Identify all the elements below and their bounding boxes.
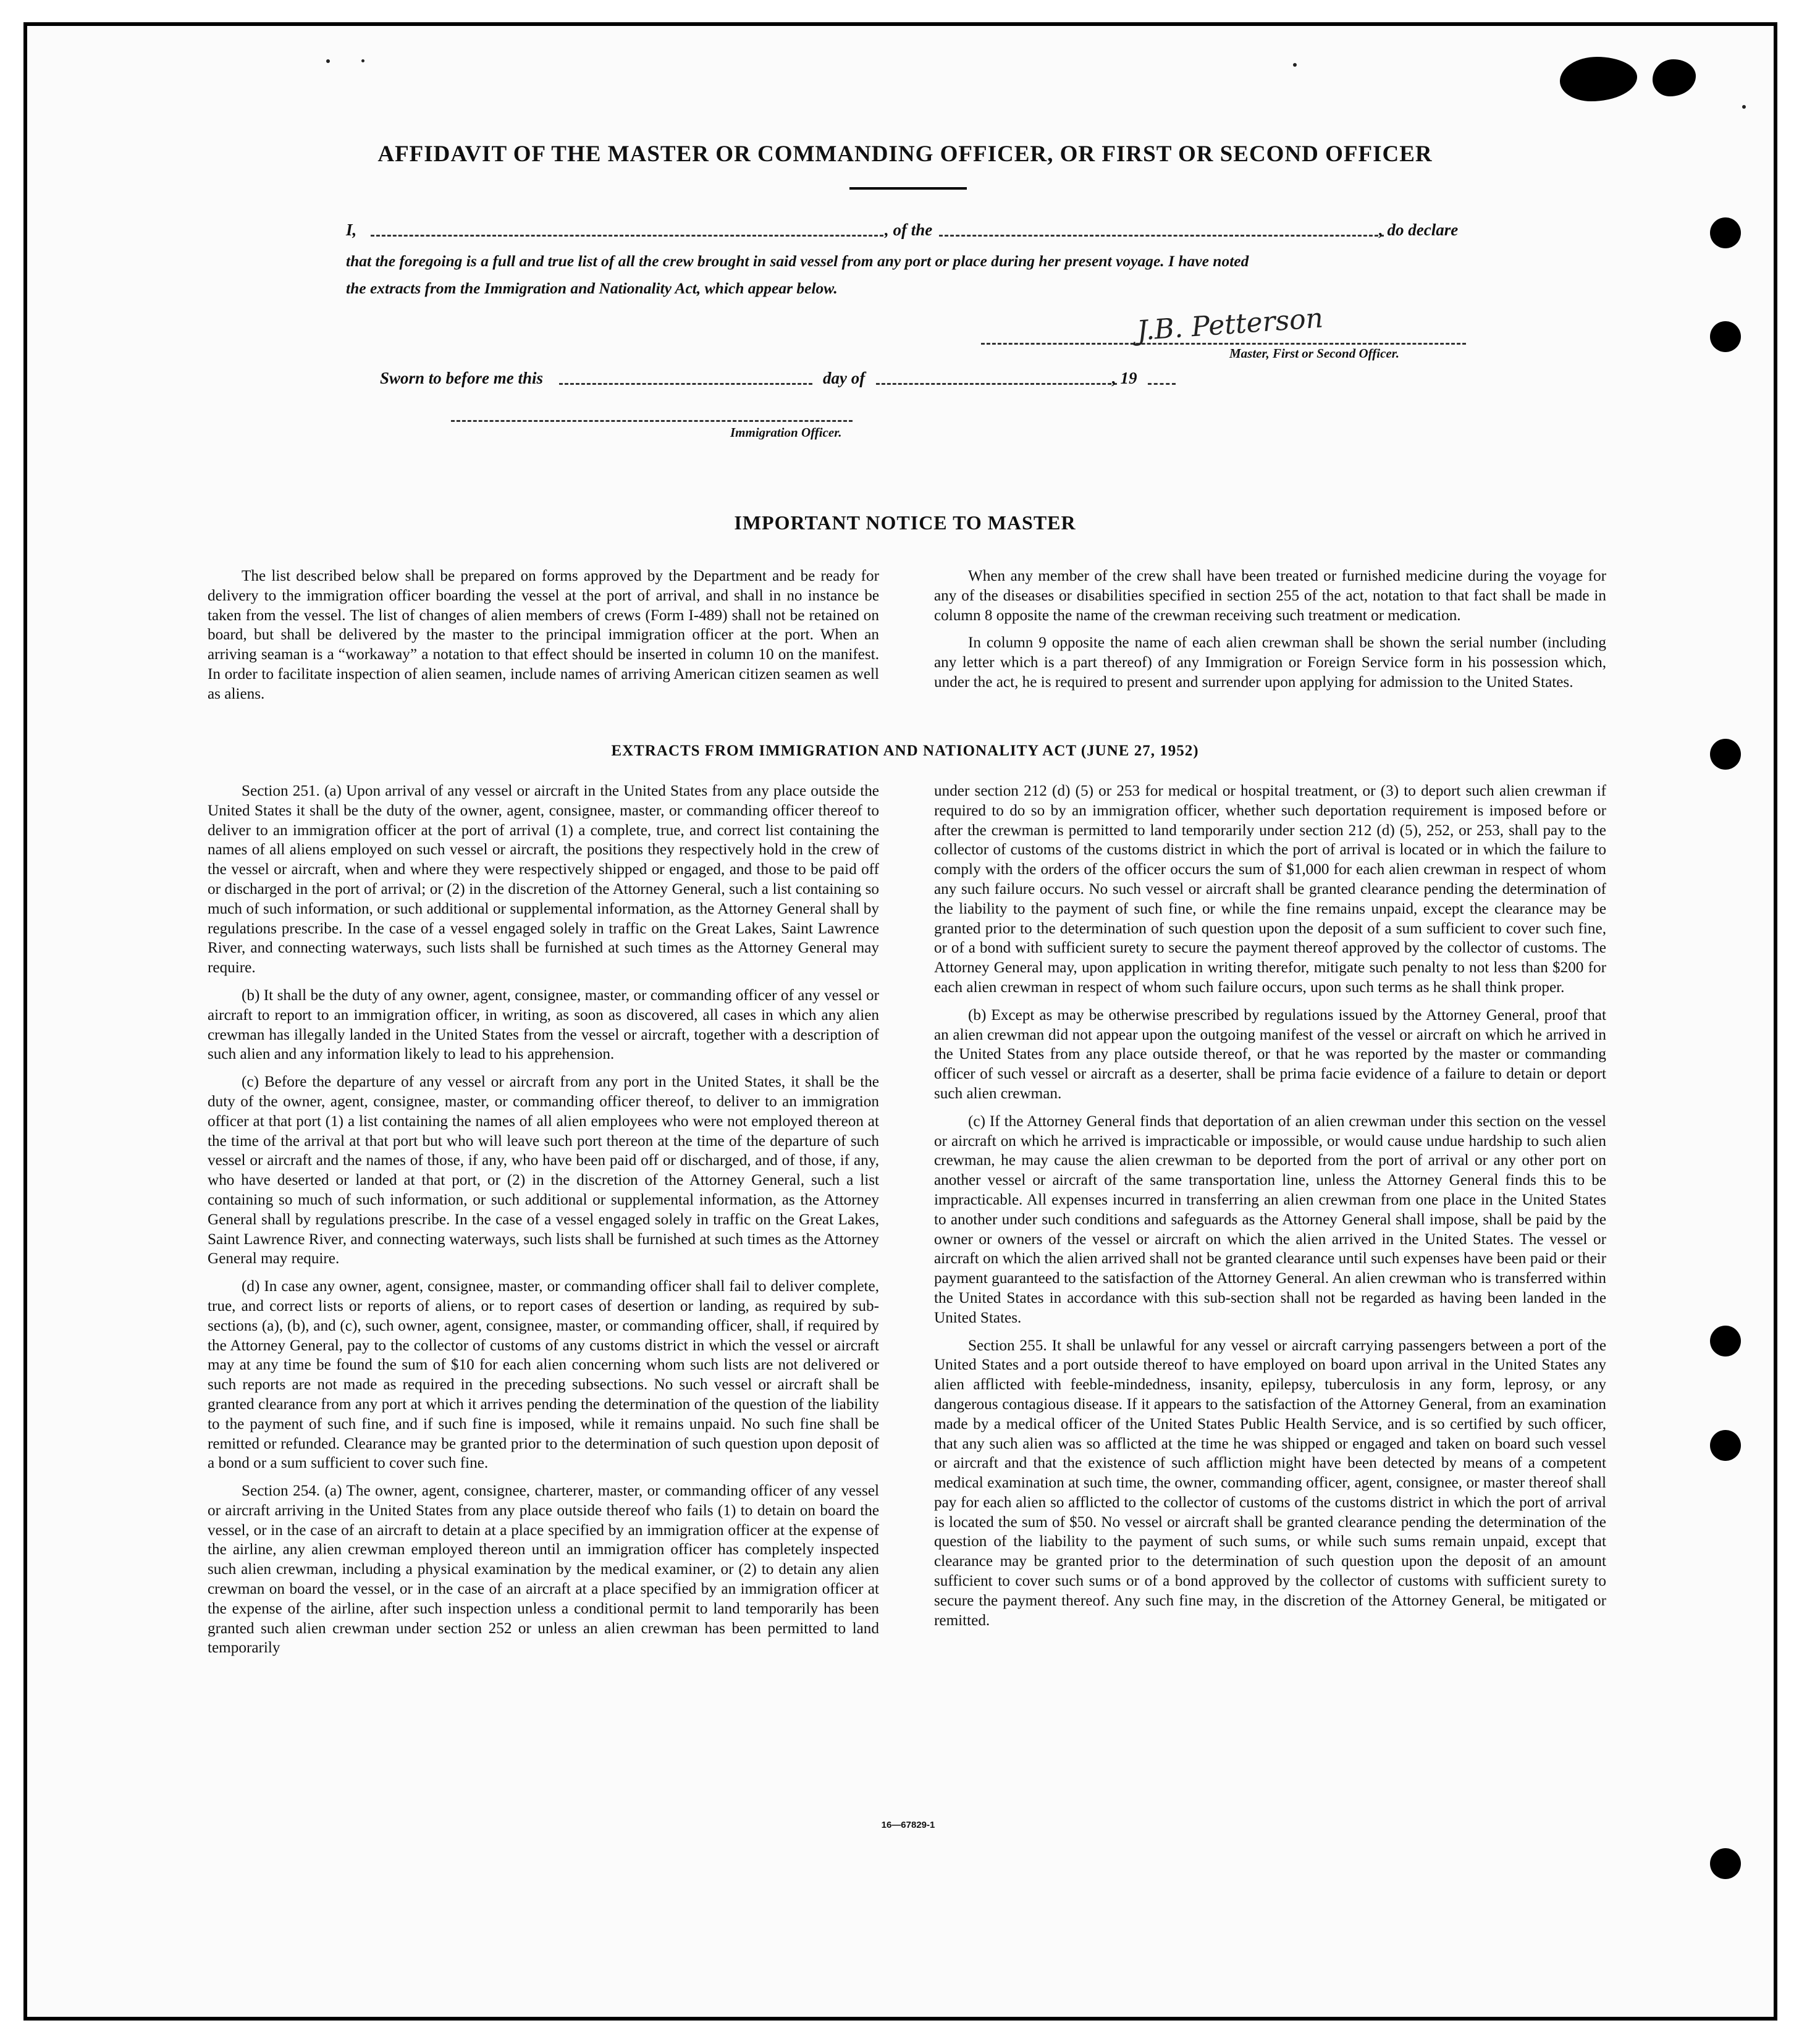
speck — [361, 59, 364, 62]
section-251-b: (b) It shall be the duty of any owner, agent, consignee, master, or commanding officer of any vessel or aircraft to report to an immigration officer, in writing, as soon as discovered, all cases in which any alien crewman has illegally landed in the United States from the vessel or aircraft, together with a description of such alien and any information likely to lead to his apprehension. — [208, 986, 879, 1063]
binder-hole — [1710, 739, 1741, 770]
extracts-left-column — [208, 781, 879, 1666]
section-255: Section 255. It shall be unlawful for any vessel or aircraft carrying passengers between a port of the United States and a port outside thereof to have employed on board upon arrival in the United States any alien afflicted with feeble-mindedness, insanity, epilepsy, tuberculosis in any form, leprosy, or any dangerous contagious disease. If it appears to the satisfaction of the Attorney General, from an examination made by a medical officer of the United States Public Health Service, and is so certified by such officer, that any such alien was so afflicted at the time he was shipped or engaged and taken on board such vessel or aircraft and that the existence of such affliction might have been detected by means of a competent medical examination at such time, the owner, commanding officer, agent, consignee, or master thereof shall pay for each alien so afflicted to the collector of customs of the customs district in which the port of arrival is located the sum of $50. No vessel or aircraft shall be granted clearance pending the determination of the question of the liability to the payment of such sums, or while such sums remain unpaid, except that clearance may be granted prior to the determination of such question upon the deposit of an amount sufficient to cover such sums or of a bond approved by the collector of customs with sufficient surety to secure the payment thereof. Any such fine may, in the discretion of the Attorney General, be mitigated or remitted. — [934, 1337, 1606, 1629]
immigration-officer-caption: Immigration Officer. — [730, 425, 842, 440]
declaration-label-of-the: , of the — [885, 221, 933, 239]
notice-right-column — [934, 566, 1606, 700]
sworn-day-field-line[interactable] — [559, 383, 812, 385]
binder-hole — [1710, 321, 1741, 352]
sworn-day-of-label: day of — [823, 369, 866, 387]
title-underline — [849, 187, 967, 190]
binder-hole — [1710, 217, 1741, 248]
section-254-c: (c) If the Attorney General finds that deportation of an alien crewman under this section on the vessel or aircraft on which he arrived is impracticable or impossible, or would cause undue hardship to such alien crewman, he may cause the alien crewman to be deported from the port of arrival or any other port on another vessel or aircraft of the same transportation line, unless the Attorney General finds this to be impracticable. All expenses incurred in transferring an alien crewman from one place in the United States to another under such conditions and safeguards as the Attorney General shall impose, shall be paid by the owner or owners of the vessel or aircraft on which the alien arrived in the United States. The vessel or aircraft on which the alien arrived shall not be granted clearance until such expenses have been paid or their payment guaranteed to the satisfaction of the Attorney General. An alien crewman who is transferred within the United States in accordance with this sub-section shall not be regarded as having been landed in the United States. — [934, 1112, 1606, 1326]
vessel-field-line[interactable] — [939, 235, 1384, 237]
section-254-b: (b) Except as may be otherwise prescribed by regulations issued by the Attorney General, proof that an alien crewman did not appear upon the outgoing manifest of the vessel or aircraft on which he arrived in the United States from any place outside thereof, or that he was reported by the master or commanding officer of such vessel or aircraft as a deserter, shall be prima facie evidence of a failure to detain or deport such alien crewman. — [934, 1006, 1606, 1102]
section-254-a-continued: under section 212 (d) (5) or 253 for medical or hospital treatment, or (3) to deport such alien crewman if required to do so by an immigration officer, whether such deportation requirement is imposed before or after the crewman is permitted to land temporarily under section 212 (d) (5), 252, or 253, shall pay to the collector of customs of the customs district in which the port of arrival is located or in which the failure to comply with the orders of the officer occurs the sum of $1,000 for each alien crewman in respect of whom any such failure occurs. No such vessel or aircraft shall be granted clearance pending the determination of the liability to the payment of such fine, or while the fine remains unpaid, except the clearance may be granted prior to the determination of such question upon the deposit of a sum sufficient to cover such fine, or of a bond with sufficient surety to secure the payment thereof approved by the collector of customs. The Attorney General may, upon application in writing therefor, mitigate such penalty to not less than $200 for each alien crewman in respect of whom such failure occurs, upon such terms as he shall think proper. — [934, 783, 1606, 996]
form-number: 16—67829-1 — [881, 1820, 935, 1830]
section-254-a: Section 254. (a) The owner, agent, consignee, charterer, master, or commanding officer of any vessel or aircraft arriving in the United States from any place outside thereof who fails (1) to detain on board the vessel, or in the case of an aircraft to detain at a place specified by an immigration officer at the expense of the airline, any alien crewman employed thereon until an immigration officer has completely inspected such alien crewman, including a physical examination by the medical examiner, or (2) to detain any alien crewman on board the vessel, or in the case of an aircraft at a place specified by an immigration officer at the expense of the airline, after such inspection unless a conditional permit to land temporarily has been granted such alien crewman under section 252 or unless an alien crewman has been permitted to land temporarily — [208, 1483, 879, 1657]
declaration-label-do-declare: , do declare — [1379, 221, 1459, 239]
declaration-text-line: the extracts from the Immigration and Nationality Act, which appear below. — [346, 279, 838, 297]
speck — [1742, 105, 1746, 109]
declaration-text-line: that the foregoing is a full and true list of all the crew brought in said vessel from any port or place during her present voyage. I have noted — [346, 252, 1249, 270]
binder-hole — [1710, 1848, 1741, 1879]
sworn-label: Sworn to before me this — [380, 369, 544, 387]
sworn-year-field-line[interactable] — [1148, 383, 1176, 385]
notice-paragraph: In column 9 opposite the name of each alien crewman shall be shown the serial number (including any letter which is a part thereof) of any Immigration or Foreign Service form in his possession which, under the act, he is required to present and surrender upon applying for admission to the United States. — [934, 634, 1606, 691]
handwritten-signature: J.B. Petterson — [1135, 302, 1325, 347]
notice-paragraph: When any member of the crew shall have been treated or furnished medicine during the voyage for any of the diseases or disabilities specified in section 255 of the act, notation to that fact shall be made in column 8 opposite the name of the crewman receiving such treatment or medication. — [934, 568, 1606, 624]
sworn-year-label: , 19 — [1112, 369, 1137, 387]
signature-line[interactable] — [981, 343, 1466, 345]
extracts-right-column — [934, 781, 1606, 1638]
declaration-label-i: I, — [346, 221, 357, 239]
notice-left-column — [208, 566, 879, 712]
notice-paragraph: The list described below shall be prepared on forms approved by the Department and be ready for delivery to the immigration officer boarding the vessel at the port of arrival, and shall in no instance be taken from the vessel. The list of changes of alien members of crews (Form I-489) shall not be retained on board, but shall be delivered by the master to the principal immigration officer at the port. When an arriving seaman is a “workaway” a notation to that effect should be inserted in column 10 on the manifest. In order to facilitate inspection of alien seamen, include names of arriving American citizen seamen as well as aliens. — [208, 568, 879, 702]
name-field-line[interactable] — [371, 235, 883, 237]
extracts-title: EXTRACTS FROM IMMIGRATION AND NATIONALITY ACT (JUNE 27, 1952) — [611, 742, 1199, 759]
binder-hole — [1710, 1326, 1741, 1356]
section-251-a: Section 251. (a) Upon arrival of any vessel or aircraft in the United States from any place outside the United States it shall be the duty of the owner, agent, consignee, master, or commanding officer thereof to deliver to an immigration officer at the port of arrival (1) a complete, true, and correct list containing the names of all aliens employed on such vessel or aircraft, the positions they respectively hold in the crew of the vessel or aircraft, when and where they were respectively shipped or engaged, and those to be paid off or discharged in the port of arrival; or (2) in the discretion of the Attorney General, such a list containing so much of such information, or such additional or supplemental information, as the Attorney General shall by regulations prescribe. In the case of a vessel engaged solely in traffic on the Great Lakes, Saint Lawrence River, and connecting waterways, such lists shall be furnished at such times as the Attorney General may require. — [208, 783, 879, 977]
speck — [326, 59, 330, 63]
speck — [1293, 63, 1297, 67]
notice-title: IMPORTANT NOTICE TO MASTER — [734, 511, 1076, 534]
affidavit-title: AFFIDAVIT OF THE MASTER OR COMMANDING OFFICER, OR FIRST OR SECOND OFFICER — [377, 141, 1433, 167]
section-251-d: (d) In case any owner, agent, consignee, master, or commanding officer shall fail to deliver complete, true, and correct lists or reports of aliens, or to report cases of desertion or landing, as required by sub-sections (a), (b), and (c), such owner, agent, consignee, master, or commanding officer, shall, if required by the Attorney General, pay to the collector of customs of any customs district in which the vessel or aircraft may at any time be found the sum of $10 for each alien concerning whom such lists are not delivered or such reports are not made as required in the preceding subsections. No such vessel or aircraft shall be granted clearance from any port at which it arrives pending the determination of the question of the liability to the payment of such fine, and if such fine is imposed, while it remains unpaid. No such fine shall be remitted or refunded. Clearance may be granted prior to the determination of such question upon deposit of a bond or a sum sufficient to cover such fine. — [208, 1278, 879, 1472]
sworn-month-field-line[interactable] — [876, 383, 1117, 385]
signature-caption: Master, First or Second Officer. — [1229, 346, 1399, 361]
immigration-officer-signature-line[interactable] — [451, 420, 853, 422]
section-251-c: (c) Before the departure of any vessel or aircraft from any port in the United States, it shall be the duty of the owner, agent, consignee, master, or commanding officer thereof, to deliver to an immigration officer at that port (1) a list containing the names of all alien employees who were not employed thereon at the time of the arrival at that port but who will leave such port thereon at the time of the departure of such vessel or aircraft and the names of those, if any, who have been paid off or discharged, and of those, if any, who have deserted or landed at that port, or (2) in the discretion of the Attorney General, such a list containing so much of such information, or such additional or supplemental information, as the Attorney General shall by regulations prescribe. In the case of a vessel engaged solely in traffic on the Great Lakes, Saint Lawrence River, and connecting waterways, such lists shall be furnished at such times as the Attorney General may require. — [208, 1074, 879, 1268]
binder-hole — [1710, 1430, 1741, 1461]
